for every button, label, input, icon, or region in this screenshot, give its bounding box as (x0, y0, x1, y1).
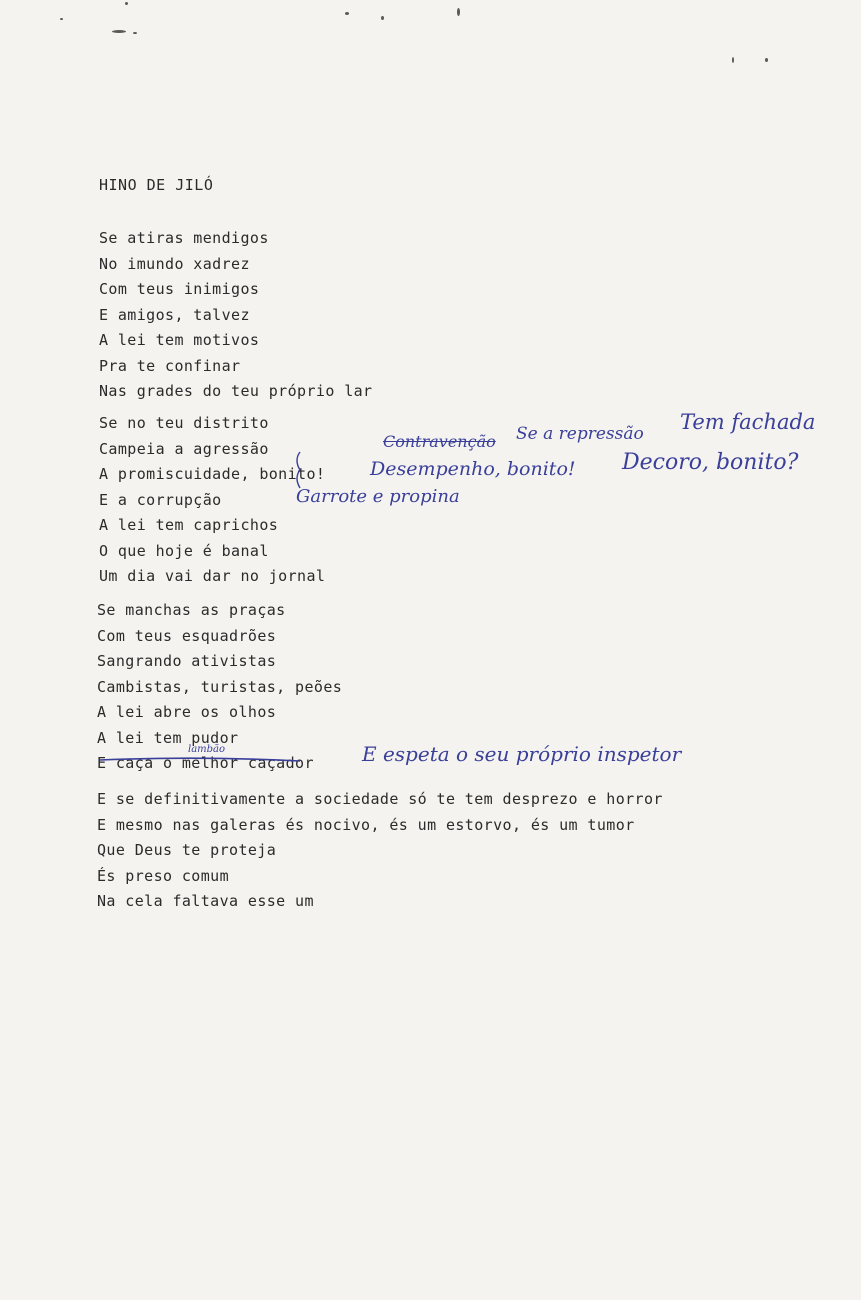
poem-line: Com teus esquadrões (97, 626, 277, 645)
poem-line: A lei tem pudor (97, 728, 239, 747)
handwritten-note: Garrote e propina (296, 486, 460, 507)
poem-line: Se atiras mendigos (99, 229, 269, 247)
poem-line: Sangrando ativistas (97, 652, 277, 670)
poem-line: Se no teu distrito (99, 414, 269, 432)
poem-line: E se definitivamente a sociedade só te tem desprezo e horror (97, 790, 663, 808)
poem-line: O que hoje é banal (99, 541, 269, 560)
poem-line: A promiscuidade, bonito! (99, 465, 326, 483)
poem-line: E mesmo nas galeras és nocivo, és um estorvo, és um tumor (97, 815, 635, 834)
handwritten-note-struck: Contravenção (383, 432, 496, 451)
poem-line: Cambistas, turistas, peões (97, 677, 343, 696)
poem-line: E amigos, talvez (99, 305, 250, 324)
handwritten-note: E espeta o seu próprio inspetor (362, 742, 682, 766)
poem-line: A lei tem motivos (99, 331, 260, 349)
handwritten-note: Se a repressão (516, 424, 644, 444)
poem-line: Campeia a agressão (99, 439, 269, 458)
poem-line: Na cela faltava esse um (97, 892, 314, 910)
poem-line: A lei tem caprichos (99, 516, 279, 534)
poem-line: A lei abre os olhos (97, 703, 277, 721)
poem-line: No imundo xadrez (99, 254, 250, 273)
poem-title: HINO DE JILÓ (99, 176, 214, 194)
poem-line: Nas grades do teu próprio lar (99, 382, 373, 400)
poem-line: Que Deus te proteja (97, 841, 277, 859)
handwritten-note: Desempenho, bonito! (370, 458, 576, 480)
poem-line: Um dia vai dar no jornal (99, 567, 326, 585)
handwritten-note-above-line: lambão (188, 744, 226, 755)
poem-line: Pra te confinar (99, 356, 241, 375)
poem-line: Com teus inimigos (99, 280, 260, 298)
handwritten-note: Tem fachada (680, 410, 816, 434)
poem-line: Se manchas as praças (97, 601, 286, 619)
poem-line: És preso comum (97, 866, 230, 885)
poem-line: E a corrupção (99, 490, 222, 509)
handwritten-note: Decoro, bonito? (622, 450, 799, 475)
poem-line: E caça o melhor caçador (97, 754, 314, 772)
